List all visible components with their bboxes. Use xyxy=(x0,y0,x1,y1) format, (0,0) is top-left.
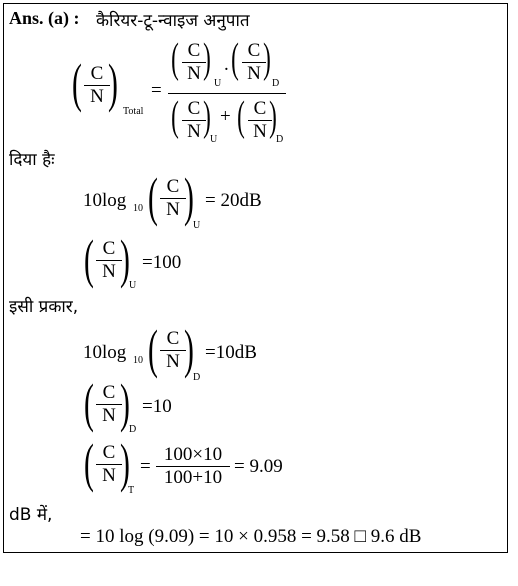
total-value-fraction xyxy=(156,444,230,489)
left-paren: ( xyxy=(84,373,94,433)
db-label: dB में, xyxy=(9,505,53,525)
cn-fraction xyxy=(160,176,186,221)
log-prefix: 10log xyxy=(83,342,127,363)
cn-fraction xyxy=(96,238,122,283)
subscript: U xyxy=(193,220,201,231)
equation-rhs: =100 xyxy=(142,252,182,273)
numerator: C xyxy=(253,98,267,119)
dot-operator: . xyxy=(224,54,229,75)
numerator: C xyxy=(247,40,261,61)
right-paren: ) xyxy=(120,433,130,493)
left-paren: ( xyxy=(148,167,158,227)
lhs-numerator: C xyxy=(90,63,104,84)
denominator: N xyxy=(102,261,116,282)
given-label: दिया हैः xyxy=(9,150,55,170)
subscript: D xyxy=(193,372,201,383)
log-prefix: 10log xyxy=(83,190,127,211)
subscript-d: D xyxy=(272,78,280,89)
left-paren: ( xyxy=(171,36,179,82)
log-base: 10 xyxy=(133,355,143,366)
numerator: C xyxy=(187,40,201,61)
left-paren: ( xyxy=(231,36,239,82)
denominator: N xyxy=(166,351,180,372)
subscript-u: U xyxy=(210,134,218,145)
subscript-u: U xyxy=(214,78,222,89)
left-paren: ( xyxy=(171,94,179,140)
equation-rhs: = 20dB xyxy=(205,190,262,211)
log-base: 10 xyxy=(133,203,143,214)
numerator: 100×10 xyxy=(163,444,223,465)
right-paren: ) xyxy=(263,36,271,82)
equals-sign: = xyxy=(151,80,162,101)
lhs-subscript: Total xyxy=(123,106,144,117)
cn-fraction xyxy=(96,382,122,427)
right-paren: ) xyxy=(203,36,211,82)
right-paren: ) xyxy=(120,373,130,433)
lhs-fraction xyxy=(84,63,110,108)
equation-rhs: = 9.09 xyxy=(234,456,283,477)
right-paren: ) xyxy=(184,319,194,379)
denominator: N xyxy=(253,121,267,142)
denominator: 100+10 xyxy=(163,467,223,488)
numerator: C xyxy=(102,238,116,259)
right-paren: ) xyxy=(203,94,211,140)
denominator: N xyxy=(247,63,261,84)
subscript: T xyxy=(128,485,135,496)
subscript: D xyxy=(129,424,137,435)
right-paren: ) xyxy=(108,53,118,113)
left-paren: ( xyxy=(84,433,94,493)
denominator: N xyxy=(102,405,116,426)
lhs-denominator: N xyxy=(90,86,104,107)
denominator: N xyxy=(166,199,180,220)
right-paren: ) xyxy=(120,229,130,289)
plus-operator: + xyxy=(220,106,231,127)
equation-rhs: =10dB xyxy=(205,342,257,363)
numerator: C xyxy=(102,382,116,403)
left-paren: ( xyxy=(72,53,82,113)
equals-sign: = xyxy=(140,456,151,477)
numerator: C xyxy=(166,328,180,349)
equation-rhs: =10 xyxy=(142,396,172,417)
right-paren: ) xyxy=(269,94,277,140)
cn-fraction xyxy=(160,328,186,373)
denominator: N xyxy=(187,63,201,84)
left-paren: ( xyxy=(237,94,245,140)
numerator: C xyxy=(166,176,180,197)
left-paren: ( xyxy=(84,229,94,289)
cn-fraction xyxy=(96,442,122,487)
subscript-d: D xyxy=(276,134,284,145)
final-result-line: = 10 log (9.09) = 10 × 0.958 = 9.58 □ 9.6 dB xyxy=(80,526,422,547)
right-paren: ) xyxy=(184,167,194,227)
heading-title: कैरियर-टू-न्वाइज अनुपात xyxy=(96,11,250,31)
denominator: N xyxy=(187,121,201,142)
denominator: N xyxy=(102,465,116,486)
answer-label: Ans. (a) : xyxy=(9,8,80,28)
left-paren: ( xyxy=(148,319,158,379)
numerator: C xyxy=(187,98,201,119)
subscript: U xyxy=(129,280,137,291)
similarly-label: इसी प्रकार, xyxy=(9,297,79,317)
numerator: C xyxy=(102,442,116,463)
